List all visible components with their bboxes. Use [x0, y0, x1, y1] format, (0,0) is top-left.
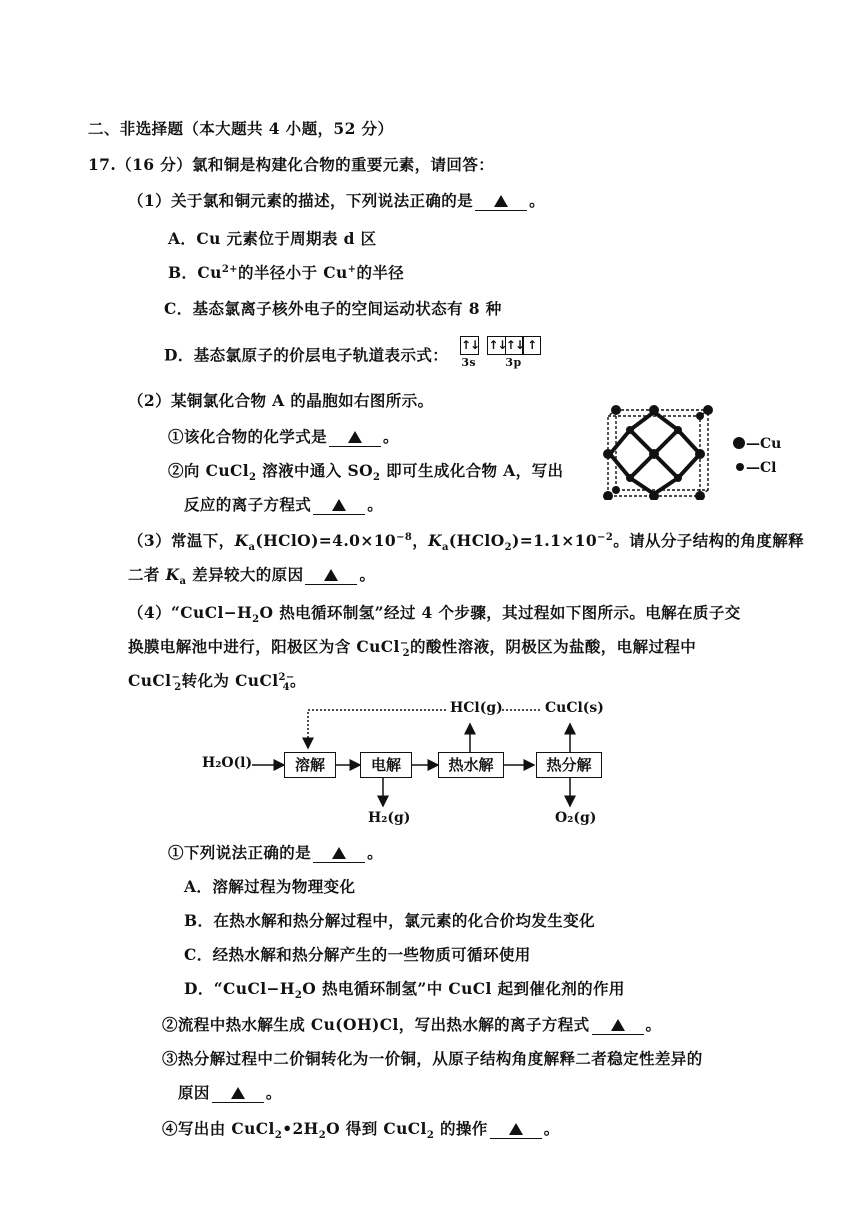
- q17-1-option-b: [168, 262, 404, 284]
- exponent: −8: [396, 531, 413, 543]
- superscript: −: [171, 671, 181, 683]
- triangle-icon: [611, 1019, 625, 1031]
- subscript: 2: [294, 990, 303, 1002]
- period: 。: [383, 427, 399, 446]
- ka-symbol: K: [234, 531, 249, 550]
- flow-step-electrolysis: 电解: [360, 752, 412, 778]
- legend-cu: [732, 436, 781, 452]
- q17-1-option-c: C．基态氯离子核外电子的空间运动状态有 8 种: [164, 299, 502, 318]
- sub-text: ②向 CuCl: [168, 461, 250, 480]
- crystal-cell-figure: [600, 400, 725, 500]
- text: 二者: [128, 565, 166, 584]
- subscript: 2: [252, 614, 260, 626]
- text: 差异较大的原因: [186, 565, 304, 584]
- period: 。: [529, 191, 545, 210]
- q17-1-option-d: [164, 340, 540, 373]
- legend-label: —Cl: [746, 460, 777, 476]
- answer-blank[interactable]: [313, 844, 365, 863]
- text: (HClO)=4.0×10: [255, 531, 397, 550]
- answer-blank[interactable]: [212, 1084, 264, 1103]
- text: O 热电循环制氢”中 CuCl 起到催化剂的作用: [302, 979, 625, 998]
- flow-step-decomposition: 热分解: [536, 752, 602, 778]
- flow-hcl: HCl(g): [450, 700, 503, 716]
- q17-4-line1: [128, 602, 741, 624]
- q17-2-sub2-line2: [184, 494, 383, 516]
- cl-atom-icon: [734, 461, 746, 473]
- q17-3-line2: [128, 564, 375, 586]
- q17-1-stem: [128, 190, 545, 212]
- orbital-box: ↑: [522, 336, 541, 355]
- ka-symbol: K: [165, 565, 180, 584]
- orbital-box: ↑↓: [460, 336, 479, 355]
- legend-cl: [734, 460, 776, 476]
- q17-2-sub1: [168, 426, 399, 448]
- subscript: a: [442, 542, 449, 554]
- orbital-3s: [460, 336, 480, 369]
- subscript: 2: [318, 1130, 327, 1142]
- q17-2-sub2: [168, 460, 563, 482]
- subscript: 2: [249, 472, 257, 484]
- orbital-box: ↑↓: [505, 336, 524, 355]
- text: ①下列说法正确的是: [168, 843, 312, 862]
- subscript: 2: [426, 1130, 435, 1142]
- answer-blank[interactable]: [592, 1016, 644, 1035]
- text: O 热电循环制氢”经过 4 个步骤，其过程如下图所示。电解在质子交: [259, 603, 741, 622]
- text: 。: [290, 671, 306, 690]
- answer-blank[interactable]: [475, 192, 527, 211]
- q17-4-q3-line2: [178, 1082, 282, 1104]
- q17-4-line3: [128, 670, 306, 692]
- subscript: 2: [274, 1130, 283, 1142]
- orbital-3p: [487, 336, 539, 369]
- q17-4-q1-option-d: [184, 978, 625, 1000]
- text: 的操作: [434, 1119, 488, 1138]
- period: 。: [645, 1015, 662, 1034]
- text: (HClO: [448, 531, 505, 550]
- orbital-label: 3s: [461, 356, 476, 369]
- text: 换膜电解池中进行，阳极区为含 CuCl: [128, 637, 400, 656]
- option-text: D．基态氯原子的价层电子轨道表示式：: [164, 345, 449, 365]
- text: 的酸性溶液，阴极区为盐酸，电解过程中: [409, 637, 697, 656]
- section-title: 二、非选择题（本大题共 4 小题，52 分）: [88, 119, 394, 138]
- triangle-icon: [494, 195, 508, 207]
- triangle-icon: [332, 847, 346, 859]
- option-text: 的半径小于 Cu: [237, 263, 348, 282]
- exponent: −2: [597, 531, 614, 543]
- q17-header: 17.（16 分）氯和铜是构建化合物的重要元素，请回答：: [88, 155, 495, 174]
- text: （3）常温下，: [128, 531, 235, 550]
- subscript: 2: [174, 682, 182, 694]
- option-text: 的半径: [356, 263, 405, 282]
- period: 。: [543, 1119, 560, 1138]
- text: 原因: [178, 1083, 210, 1102]
- text: D．“CuCl−H: [184, 979, 295, 998]
- q17-4-q1-option-a: A．溶解过程为物理变化: [184, 877, 356, 896]
- subscript: 2: [372, 472, 381, 484]
- subscript: a: [248, 542, 256, 554]
- answer-blank[interactable]: [329, 428, 381, 447]
- superscript: 2−: [278, 671, 295, 683]
- answer-blank[interactable]: [313, 496, 365, 515]
- text: 。请从分子结构的角度解释: [613, 531, 804, 550]
- sub-text: 反应的离子方程式: [184, 495, 312, 514]
- flow-h2: H₂(g): [368, 810, 411, 826]
- option-text: B．Cu: [168, 263, 222, 282]
- text: （4）“CuCl−H: [128, 603, 253, 622]
- text: )=1.1×10: [512, 531, 598, 550]
- q17-4-q2: [162, 1014, 661, 1036]
- sub-text: ①该化合物的化学式是: [168, 427, 328, 446]
- sub-text: 溶液中通入 SO: [256, 461, 373, 480]
- flow-input: H₂O(l): [202, 755, 253, 771]
- triangle-icon: [332, 499, 346, 511]
- charge: 2+: [221, 263, 238, 275]
- q17-4-q1-option-c: C．经热水解和热分解产生的一些物质可循环使用: [184, 945, 531, 964]
- q17-1-option-a: A．Cu 元素位于周期表 d 区: [168, 229, 377, 248]
- orbital-box: ↑↓: [487, 336, 506, 355]
- q17-3-line1: [128, 530, 804, 552]
- flow-o2: O₂(g): [555, 810, 597, 826]
- q17-4-line2: [128, 636, 696, 658]
- q17-4-q1: [168, 842, 383, 864]
- text: ，: [412, 531, 429, 550]
- period: 。: [367, 495, 384, 514]
- triangle-icon: [509, 1123, 523, 1135]
- flow-step-hydrolysis: 热水解: [438, 752, 504, 778]
- flow-step-dissolve: 溶解: [284, 752, 336, 778]
- q17-4-q4: [162, 1118, 560, 1140]
- subscript: 2: [504, 542, 512, 554]
- legend-label: —Cu: [746, 436, 782, 452]
- subscript: 4: [282, 682, 291, 694]
- triangle-icon: [348, 431, 362, 443]
- q17-2-stem: （2）某铜氯化合物 A 的晶胞如右图所示。: [128, 391, 434, 410]
- q17-4-q1-option-b: B．在热水解和热分解过程中，氯元素的化合价均发生变化: [184, 911, 596, 930]
- text: O 得到 CuCl: [326, 1119, 427, 1138]
- orbital-label: 3p: [505, 356, 522, 369]
- triangle-icon: [231, 1087, 245, 1099]
- text: 转化为 CuCl: [181, 671, 279, 690]
- charge: +: [347, 263, 357, 275]
- text: ②流程中热水解生成 Cu(OH)Cl，写出热水解的离子方程式: [162, 1015, 590, 1034]
- answer-blank[interactable]: [490, 1120, 542, 1139]
- period: 。: [359, 565, 376, 584]
- period: 。: [265, 1083, 282, 1102]
- subscript: 2: [402, 648, 410, 660]
- flow-cucl: CuCl(s): [545, 700, 604, 716]
- orbital-diagram: [460, 336, 540, 369]
- text: CuCl: [128, 671, 172, 690]
- ka-symbol: K: [428, 531, 443, 550]
- superscript: −: [399, 637, 409, 649]
- sub-text: 即可生成化合物 A，写出: [380, 461, 564, 480]
- subscript: a: [179, 576, 187, 588]
- text: ④写出由 CuCl: [162, 1119, 275, 1138]
- cu-atom-icon: [732, 436, 746, 450]
- triangle-icon: [324, 569, 338, 581]
- period: 。: [367, 843, 384, 862]
- stem-text: （1）关于氯和铜元素的描述，下列说法正确的是: [128, 191, 474, 210]
- q17-4-q3-line1: ③热分解过程中二价铜转化为一价铜，从原子结构角度解释二者稳定性差异的: [162, 1049, 703, 1068]
- answer-blank[interactable]: [305, 566, 357, 585]
- text: •2H: [282, 1119, 319, 1138]
